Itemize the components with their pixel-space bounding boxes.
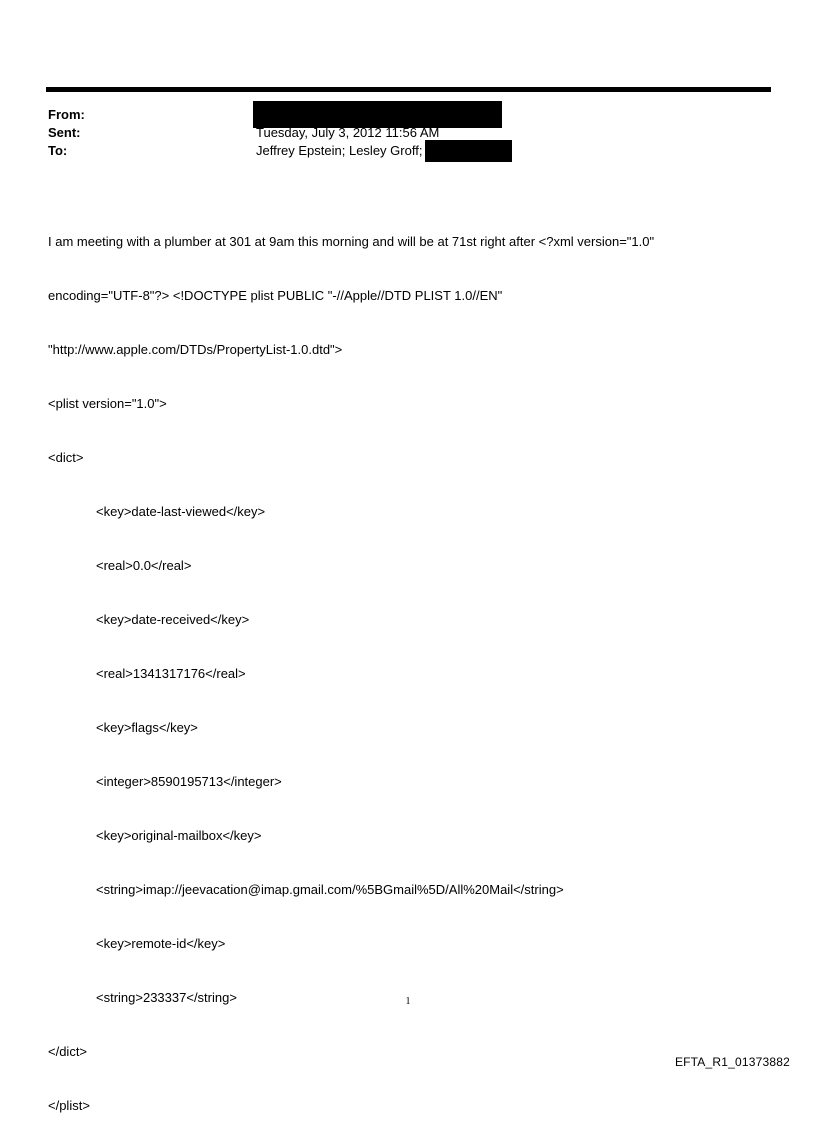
body-line: <real>1341317176</real> [96, 666, 246, 681]
body-line: <string>233337</string> [96, 990, 237, 1005]
body-line: "http://www.apple.com/DTDs/PropertyList-1.0.dtd"> [48, 342, 343, 357]
body-line: <dict> [48, 450, 84, 465]
bates-number: EFTA_R1_01373882 [674, 1055, 790, 1069]
from-redaction [253, 101, 502, 128]
page-number: 1 [405, 996, 411, 1007]
body-line: encoding="UTF-8"?> <!DOCTYPE plist PUBLIC "-//Apple//DTD PLIST 1.0//EN" [48, 288, 503, 303]
from-label: From: [48, 107, 85, 122]
body-line: <string>imap://jeevacation@imap.gmail.com/%5BGmail%5D/All%20Mail</string> [96, 882, 564, 897]
body-line: <key>date-received</key> [96, 612, 250, 627]
email-body [48, 197, 748, 1133]
body-line: I am meeting with a plumber at 301 at 9am this morning and will be at 71st right after <?xml version="1.0" [48, 234, 655, 249]
body-line: <real>0.0</real> [96, 558, 192, 573]
header-rule [46, 87, 771, 92]
to-redaction [425, 140, 512, 162]
sent-label: Sent: [48, 125, 81, 140]
body-line: <key>remote-id</key> [96, 936, 226, 951]
body-line: <integer>8590195713</integer> [96, 774, 282, 789]
body-line: </dict> [48, 1044, 88, 1059]
body-line: </plist> [48, 1098, 90, 1113]
body-line: <plist version="1.0"> [48, 396, 167, 411]
sent-value: Tuesday, July 3, 2012 11:56 AM [256, 125, 440, 140]
to-value: Jeffrey Epstein; Lesley Groff; [256, 143, 423, 158]
body-line: <key>date-last-viewed</key> [96, 504, 266, 519]
body-line: <key>original-mailbox</key> [96, 828, 262, 843]
to-label: To: [48, 143, 68, 158]
body-line: <key>flags</key> [96, 720, 198, 735]
